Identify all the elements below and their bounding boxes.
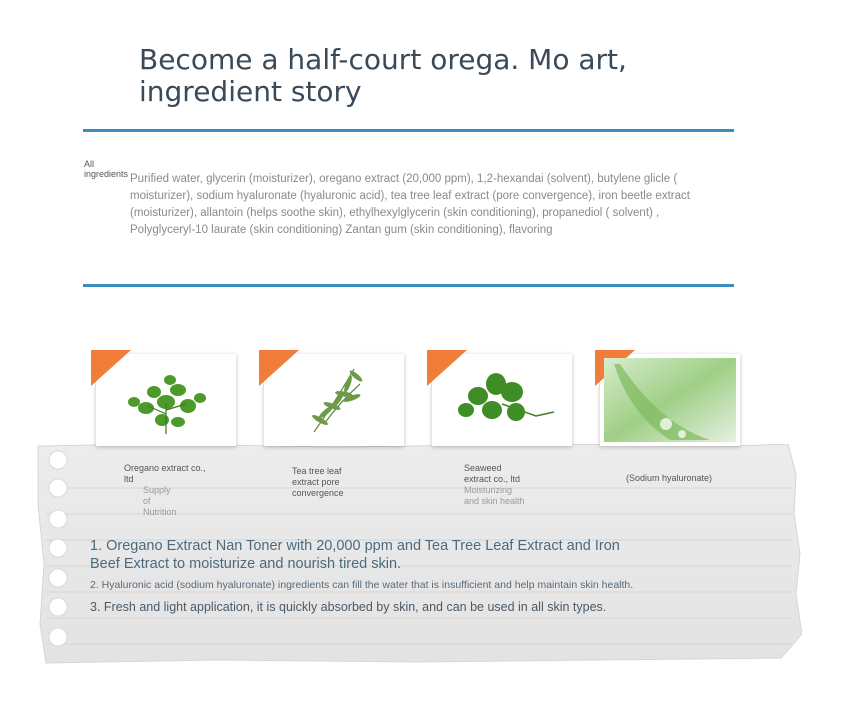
ingredients-label-line1: All xyxy=(84,159,95,169)
product-card-seaweed xyxy=(432,354,572,446)
caption-hyaluronate xyxy=(626,473,712,484)
ingredients-label xyxy=(84,159,132,179)
page-title-line1: Become a half-court orega. Mo art, xyxy=(139,43,627,76)
page-title xyxy=(139,44,659,108)
oregano-icon xyxy=(96,354,236,446)
bottom-divider xyxy=(83,284,734,287)
caption-tea-tree xyxy=(292,466,344,499)
page-title-line2: ingredient story xyxy=(139,75,362,108)
caption-oregano-desc1: Supply xyxy=(143,485,171,495)
seaweed-icon xyxy=(432,354,572,446)
caption-seaweed-line1: Seaweed xyxy=(464,463,502,473)
feature-item-1: 1. Oregano Extract Nan Toner with 20,000 ppm and Tea Tree Leaf Extract and Iron Beef Extract to moisturize and nourish tired skin. xyxy=(90,538,620,572)
caption-tea-tree-line2: extract pore xyxy=(292,477,340,487)
top-divider xyxy=(83,129,734,132)
caption-oregano-title: Oregano extract co., ltd xyxy=(124,463,206,484)
feature-item-2: 2. Hyaluronic acid (sodium hyaluronate) ingredients can fill the water that is insufficient and help maintain skin health. xyxy=(90,579,634,591)
caption-hyaluronate-title: (Sodium hyaluronate) xyxy=(626,473,713,483)
caption-seaweed-desc2: and skin health xyxy=(464,496,525,506)
caption-tea-tree-line3: convergence xyxy=(292,488,344,498)
caption-seaweed xyxy=(464,463,525,507)
caption-tea-tree-line1: Tea tree leaf xyxy=(292,466,342,476)
caption-oregano-desc3: Nutrition xyxy=(143,507,177,517)
product-card-tea-tree xyxy=(264,354,404,446)
feature-item-3: 3. Fresh and light application, it is quickly absorbed by skin, and can be used in all skin types. xyxy=(90,600,607,614)
product-card-oregano xyxy=(96,354,236,446)
caption-seaweed-line2: extract co., ltd xyxy=(464,474,521,484)
tea-tree-icon xyxy=(264,354,404,446)
caption-oregano-desc2: of xyxy=(143,496,151,506)
product-card-hyaluronate xyxy=(600,354,740,446)
water-drop-leaf-icon xyxy=(600,354,740,446)
caption-seaweed-desc1: Moisturizing xyxy=(464,485,513,495)
ingredients-list: Purified water, glycerin (moisturizer), oregano extract (20,000 ppm), 1,2-hexandai (solvent), butylene glicle ( moisturizer), sodium hyaluronate (hyaluronic acid), tea tree leaf extract (pore convergence), iron beetle extract (moisturizer), allantoin (helps soothe skin), ethylhexylglycerin (skin conditioning), propanediol ( solvent) , Polyglyceryl-10 laurate (skin conditioning) Zantan gum (skin conditioning), flavoring xyxy=(130,173,690,236)
caption-oregano xyxy=(124,463,208,518)
ingredients-label-line2: ingredients xyxy=(84,169,129,179)
